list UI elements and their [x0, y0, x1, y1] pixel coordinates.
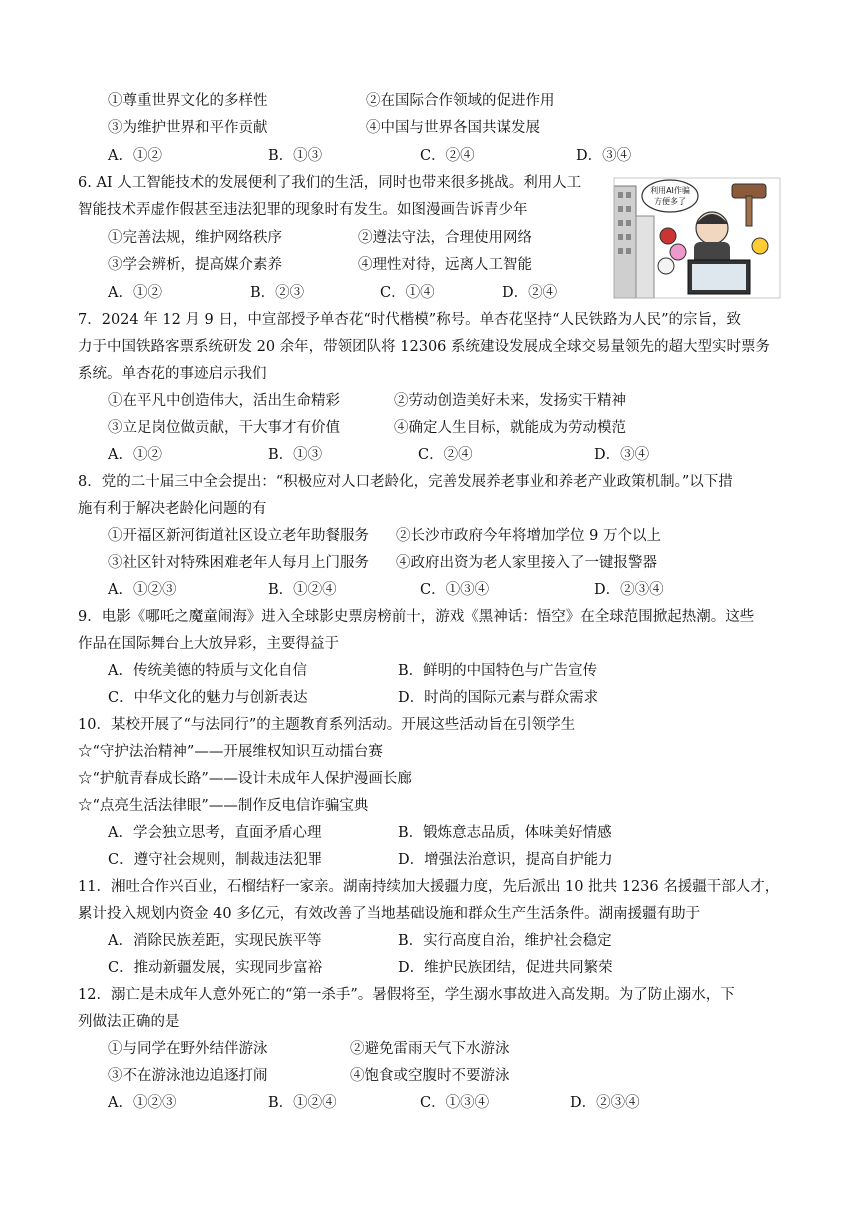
q5-option-c: C．②④: [420, 148, 475, 164]
q7-stmt2: ②劳动创造美好未来，发扬实干精神: [394, 393, 626, 409]
q12-option-a: A．①②③: [108, 1095, 177, 1111]
q6-stmt1: ①完善法规，维护网络秩序: [108, 230, 282, 246]
q6-option-a: A．①②: [108, 285, 162, 301]
q5-stmt3: ③为维护世界和平作贡献: [108, 120, 268, 136]
q10-option-a: A．学会独立思考，直面矛盾心理: [108, 825, 322, 841]
q7-stmt1: ①在平凡中创造伟大，活出生命精彩: [108, 393, 340, 409]
q5-stmt2: ②在国际合作领域的促进作用: [366, 93, 555, 109]
q6-stmt3: ③学会辨析，提高媒介素养: [108, 257, 282, 273]
q5-stmt1: ①尊重世界文化的多样性: [108, 93, 268, 109]
q8-option-d: D．②③④: [594, 582, 664, 598]
q7-option-c: C．②④: [418, 447, 473, 463]
q9-option-a: A．传统美德的特质与文化自信: [108, 663, 307, 679]
q6-option-b: B．②③: [250, 285, 305, 301]
q8-stem-line1: 8．党的二十届三中全会提出：“积极应对人口老龄化，完善发展养老事业和养老产业政策机制。”以下措: [78, 474, 733, 490]
svg-text:利用AI作骗: 利用AI作骗: [650, 186, 690, 195]
q12-option-d: D．②③④: [570, 1095, 640, 1111]
q8-stem-line2: 施有利于解决老龄化问题的有: [78, 501, 267, 517]
svg-text:方便多了: 方便多了: [654, 197, 686, 206]
q12-stem-line1: 12．溺亡是未成年人意外死亡的“第一杀手”。暑假将至，学生溺水事故进入高发期。为了防止溺水，下: [78, 987, 735, 1003]
q11-stem-line1: 11．湘吐合作兴百业，石榴结籽一家亲。湖南持续加大援疆力度，先后派出 10 批共 1236 名援疆干部人才，: [78, 879, 780, 895]
q9-option-c: C．中华文化的魅力与创新表达: [108, 690, 308, 706]
q9-stem-line1: 9．电影《哪吒之魔童闹海》进入全球影史票房榜前十，游戏《黑神话：悟空》在全球范围掀起热潮。这些: [78, 609, 755, 625]
q7-option-b: B．①③: [268, 447, 323, 463]
q12-option-c: C．①③④: [420, 1095, 490, 1111]
q7-stmt4: ④确定人生目标，就能成为劳动模范: [394, 420, 626, 436]
q12-stmt1: ①与同学在野外结伴游泳: [108, 1041, 268, 1057]
q6-stmt2: ②遵法守法，合理使用网络: [358, 230, 532, 246]
q11-option-b: B．实行高度自治，维护社会稳定: [398, 933, 612, 949]
q5-option-a: A．①②: [108, 148, 162, 164]
q10-stem-line1: 10．某校开展了“与法同行”的主题教育系列活动。开展这些活动旨在引领学生: [78, 717, 576, 733]
q12-stmt3: ③不在游泳池边追逐打闹: [108, 1068, 268, 1084]
q10-option-d: D．增强法治意识，提高自护能力: [398, 852, 613, 868]
q5-stmt4: ④中国与世界各国共谋发展: [366, 120, 540, 136]
q11-option-c: C．推动新疆发展，实现同步富裕: [108, 960, 323, 976]
q8-option-b: B．①②④: [268, 582, 337, 598]
q8-stmt1: ①开福区新河街道社区设立老年助餐服务: [108, 528, 369, 544]
q6-option-d: D．②④: [502, 285, 558, 301]
q7-option-a: A．①②: [108, 447, 162, 463]
q12-stmt4: ④饱食或空腹时不要游泳: [350, 1068, 510, 1084]
q6-stem-line2: 智能技术弄虚作假甚至违法犯罪的现象时有发生。如图漫画告诉青少年: [78, 202, 528, 218]
q8-stmt3: ③社区针对特殊困难老年人每月上门服务: [108, 555, 369, 571]
q10-activity3: ☆“点亮生活法律眼”——制作反电信诈骗宝典: [78, 798, 369, 814]
q6-cartoon-image: [612, 176, 782, 300]
q10-activity1: ☆“守护法治精神”——开展维权知识互动擂台赛: [78, 744, 383, 760]
q6-stmt4: ④理性对待，远离人工智能: [358, 257, 532, 273]
q12-stem-line2: 列做法正确的是: [78, 1014, 180, 1030]
q12-stmt2: ②避免雷雨天气下水游泳: [350, 1041, 510, 1057]
q8-stmt2: ②长沙市政府今年将增加学位 9 万个以上: [396, 528, 661, 544]
q12-option-b: B．①②④: [268, 1095, 337, 1111]
q5-option-b: B．①③: [268, 148, 323, 164]
q11-option-d: D．维护民族团结，促进共同繁荣: [398, 960, 613, 976]
q7-stmt3: ③立足岗位做贡献，干大事才有价值: [108, 420, 340, 436]
q9-stem-line2: 作品在国际舞台上大放异彩，主要得益于: [78, 636, 339, 652]
q6-option-c: C．①④: [380, 285, 435, 301]
q8-stmt4: ④政府出资为老人家里接入了一键报警器: [396, 555, 657, 571]
q6-stem-line1: 6. AI 人工智能技术的发展便利了我们的生活，同时也带来很多挑战。利用人工: [78, 175, 582, 191]
q8-option-a: A．①②③: [108, 582, 177, 598]
q11-stem-line2: 累计投入规划内资金 40 多亿元，有效改善了当地基础设施和群众生产生活条件。湖南援疆有助于: [78, 906, 701, 922]
q7-stem-line3: 系统。单杏花的事迹启示我们: [78, 366, 267, 382]
q10-option-b: B．锻炼意志品质，体味美好情感: [398, 825, 612, 841]
q9-option-b: B．鲜明的中国特色与广告宣传: [398, 663, 598, 679]
q5-option-d: D．③④: [576, 148, 632, 164]
q9-option-d: D．时尚的国际元素与群众需求: [398, 690, 599, 706]
q7-stem-line1: 7．2024 年 12 月 9 日，中宣部授予单杏花“时代楷模”称号。单杏花坚持“人民铁路为人民”的宗旨，致: [78, 312, 741, 328]
q7-stem-line2: 力于中国铁路客票系统研发 20 余年，带领团队将 12306 系统建设发展成全球交易量领先的超大型实时票务: [78, 339, 771, 355]
q10-activity2: ☆“护航青春成长路”——设计未成年人保护漫画长廊: [78, 771, 412, 787]
q11-option-a: A．消除民族差距，实现民族平等: [108, 933, 322, 949]
q8-option-c: C．①③④: [420, 582, 490, 598]
q7-option-d: D．③④: [594, 447, 650, 463]
q10-option-c: C．遵守社会规则，制裁违法犯罪: [108, 852, 323, 868]
